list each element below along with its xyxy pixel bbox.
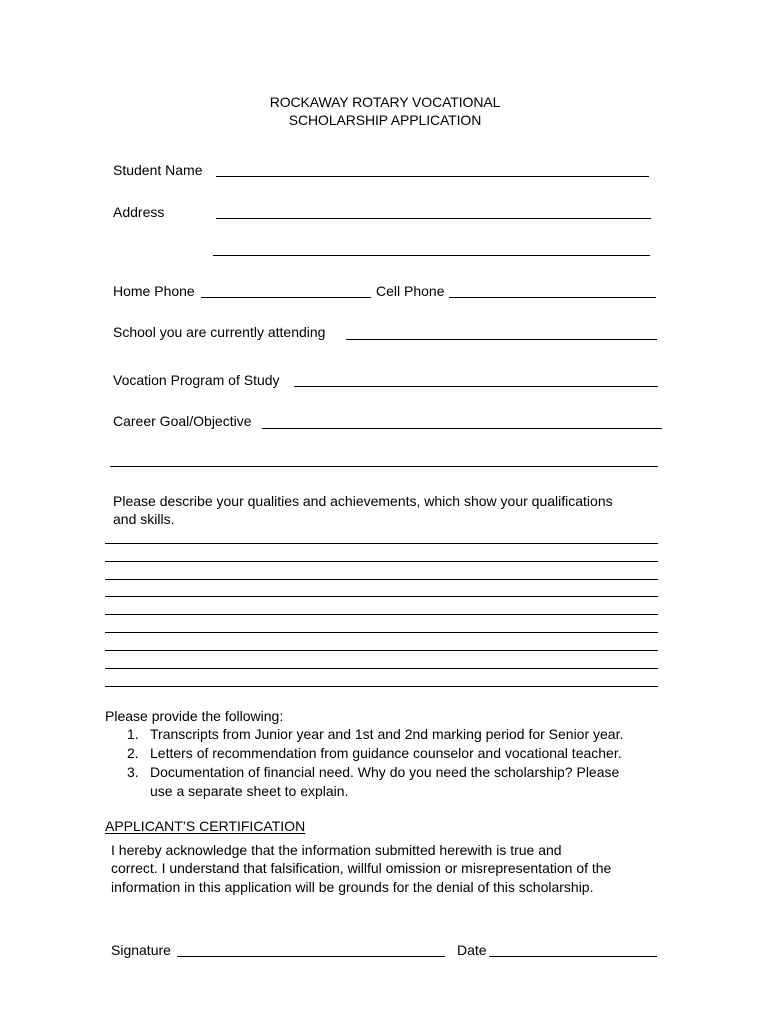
career-goal-field-line1[interactable] — [262, 428, 662, 429]
school-field[interactable] — [346, 339, 657, 340]
list-number: 2. — [127, 745, 139, 761]
signature-field[interactable] — [177, 956, 445, 957]
list-number: 3. — [127, 764, 139, 780]
answer-line[interactable] — [105, 596, 658, 597]
vocation-field[interactable] — [294, 386, 658, 387]
answer-line[interactable] — [105, 543, 658, 544]
cell-phone-field[interactable] — [449, 297, 656, 298]
provide-intro: Please provide the following: — [105, 708, 284, 724]
date-field[interactable] — [489, 956, 657, 957]
student-name-label: Student Name — [113, 162, 203, 178]
answer-line[interactable] — [105, 650, 658, 651]
address-label: Address — [113, 204, 165, 220]
certification-text-line2: correct. I understand that falsification, willful omission or misrepresentation of the — [111, 860, 612, 876]
certification-text-line1: I hereby acknowledge that the information submitted herewith is true and — [111, 842, 562, 858]
qualifications-prompt-line2: and skills. — [113, 511, 175, 527]
career-goal-label: Career Goal/Objective — [113, 413, 252, 429]
list-number: 1. — [127, 726, 139, 742]
answer-line[interactable] — [105, 561, 658, 562]
certification-heading: APPLICANT’S CERTIFICATION — [105, 818, 306, 834]
student-name-field[interactable] — [216, 176, 649, 177]
address-field-line2[interactable] — [213, 255, 650, 256]
vocation-label: Vocation Program of Study — [113, 372, 280, 388]
answer-line[interactable] — [105, 632, 658, 633]
date-label: Date — [457, 942, 487, 958]
address-field-line1[interactable] — [216, 218, 651, 219]
list-item-transcripts: Transcripts from Junior year and 1st and 2nd marking period for Senior year. — [150, 726, 624, 742]
qualifications-prompt-line1: Please describe your qualities and achievements, which show your qualifications — [113, 493, 613, 509]
form-title-line2: SCHOLARSHIP APPLICATION — [288, 112, 482, 128]
list-item-financial-need-line1: Documentation of financial need. Why do you need the scholarship? Please — [150, 764, 620, 780]
signature-label: Signature — [111, 942, 171, 958]
list-item-recommendations: Letters of recommendation from guidance counselor and vocational teacher. — [150, 745, 622, 761]
answer-line[interactable] — [105, 579, 658, 580]
answer-line[interactable] — [105, 686, 658, 687]
certification-text-line3: information in this application will be grounds for the denial of this scholarship. — [111, 879, 594, 895]
answer-line[interactable] — [105, 614, 658, 615]
career-goal-field-line2[interactable] — [110, 466, 658, 467]
list-item-financial-need-line2: use a separate sheet to explain. — [150, 783, 349, 799]
home-phone-label: Home Phone — [113, 283, 195, 299]
cell-phone-label: Cell Phone — [376, 283, 445, 299]
school-label: School you are currently attending — [113, 324, 326, 340]
home-phone-field[interactable] — [201, 297, 371, 298]
answer-line[interactable] — [105, 668, 658, 669]
form-title-line1: ROCKAWAY ROTARY VOCATIONAL — [269, 94, 501, 110]
